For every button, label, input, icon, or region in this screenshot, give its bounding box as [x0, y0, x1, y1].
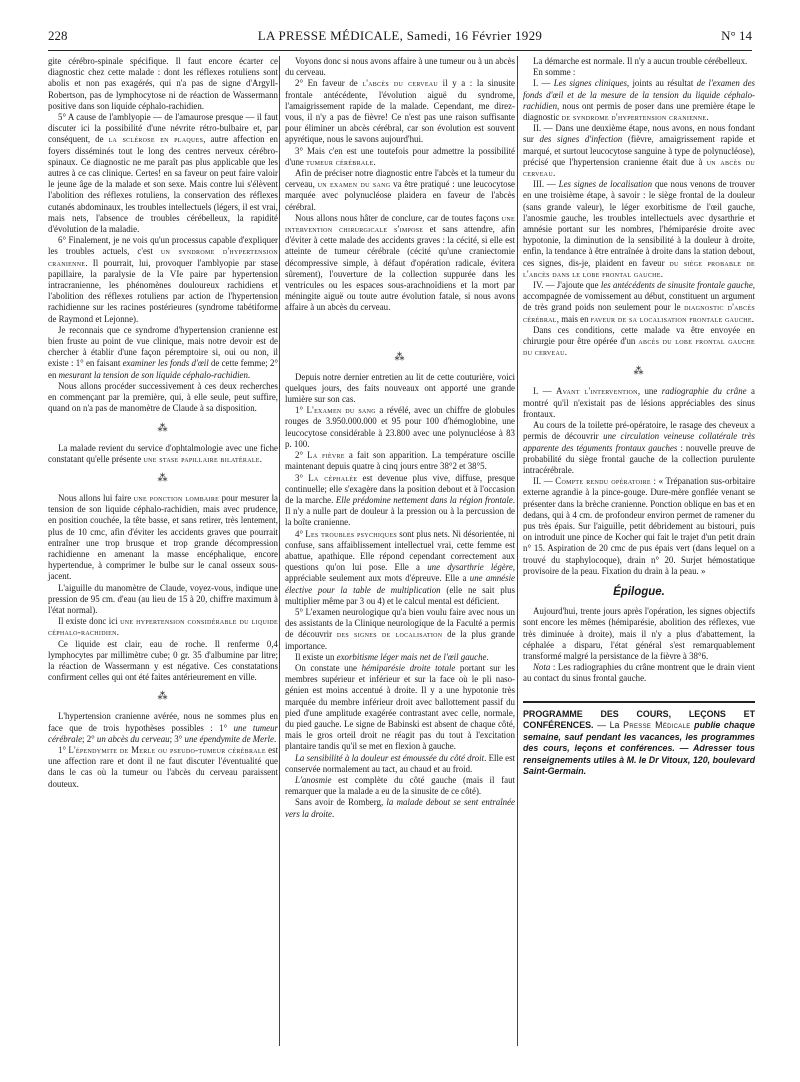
paragraph: 3° La céphalée est devenue plus vive, diffuse, presque continuelle; elle s'exagère dans la position debout et à l'occasion de la marche. Elle prédomine nettement dans la région frontale. Il n'y a nulle part de douleur à la pression ou à la percussion de la boîte cranienne. — [285, 472, 515, 528]
page-number: 228 — [48, 28, 68, 43]
paragraph: gite cérébro-spinale spécifique. Il faut encore écarter ce diagnostic chez cette malade : dont les réflexes rotuliens sont abolis et non pas exagérés, qui n'a pas de signe d'Argyll-Robertson, pas de lymphocytose ni de réaction de Wassermann positive dans son liquide céphalo-rachidien. — [48, 56, 278, 111]
paragraph: Aujourd'hui, trente jours après l'opération, les signes objectifs sont encore les mêmes (hémiparésie, abolition des réflexes, vue très diminuée à droite), mais il n'y a plus d'abattement, la céphalée a disparu, l'état général s'est remarquablement transformé malgré la persistance de la fièvre à 38°6. — [523, 606, 755, 661]
column-rule-1 — [279, 56, 280, 1046]
column-1 — [48, 56, 278, 790]
paragraph: 3° Mais c'en est une toutefois pour admettre la possibilité d'une tumeur cérébrale. — [285, 145, 515, 167]
paragraph: L'aiguille du manomètre de Claude, voyez-vous, indique une pression de 95 cm. d'eau (au lieu de 15 à 20, chiffre maximum à l'état normal). — [48, 582, 278, 615]
journal-title: LA PRESSE MÉDICALE, Samedi, 16 Février 1929 — [257, 28, 543, 43]
paragraph: Dans ces conditions, cette malade va être envoyée en chirurgie pour être opérée d'un abcès du lobe frontal gauche du cerveau. — [523, 324, 756, 358]
paragraph: 6° Finalement, je ne vois qu'un processus capable d'expliquer les troubles actuels, c'est un syndrome d'hypertension cranienne. Il pourrait, lui, provoquer l'amblyopie par stase papillaire, la paralysie de la VIe paire par hypertension intracranienne, les phénomènes douloureux rachidiens et l'abolition des réflexes rotuliens par action de l'hypertension rachidienne sur les racines postérieures (syndrome tabétiforme de Raymond et Lejonne). — [48, 235, 278, 324]
paragraph: Il existe donc ici une hypertension considérable du liquide céphalo-rachidien. — [48, 616, 278, 638]
column-2 — [285, 56, 515, 820]
paragraph: Afin de préciser notre diagnostic entre l'abcès et la tumeur du cerveau, un examen du sang va être pratiqué : une leucocytose marquée avec polynucléose plaidera en faveur de l'abcès cérébral. — [285, 168, 515, 212]
paragraph: I. — Les signes cliniques, joints au résultat de l'examen des fonds d'œil et de la mesure de la tension du liquide céphalo-rachidien, nous ont permis de poser dans une première étape le diagnostic de syndrome d'hypertension cranienne. — [523, 78, 755, 123]
paragraph: Voyons donc si nous avons affaire à une tumeur ou à un abcès du cerveau. — [285, 56, 516, 78]
paragraph: II. — Dans une deuxième étape, nous avons, en nous fondant sur des signes d'infection (fièvre, amaigrissement rapide et marqué, et surtout leucocytose sanguine à type de polynucléose), précisé que l'hypertension cranienne était due à un abcès du cerveau. — [523, 123, 755, 179]
paragraph: II. — Compte rendu opératoire : « Trépanation sus-orbitaire externe agrandie à la pince-gouge. Dure-mère gonflée venant se présenter dans la brèche cranienne. Ponction oblique en bas et en dedans, qui à 4 cm. de profondeur environ permet de ramener du pus très épais. Sur l'aiguille, petit débridement au bistouri, puis on introduit une pince de Kocher qui fait le trajet d'un petit drain n° 15. Aspiration de 20 cmc de pus épais vert (dans lequel on a trouvé du staphylocoque), drain n° 20. Surjet hémostatique provisoire de la peau. Fixation du drain à la peau. » — [523, 476, 756, 576]
paragraph: 4° Les troubles psychiques sont plus nets. Ni désorientée, ni confuse, sans affaiblissement intellectuel vrai, cette femme est abattue, apathique. Elle répond cependant correctement aux questions qu'on lui pose. Elle a une dysarthrie légère, appréciable seulement aux mots d'épreuve. Elle a une amnésie élective pour la table de multiplication (elle ne sait plus multiplier même par 3 ou 4) et le calcul mental est déficient. — [285, 528, 516, 606]
paragraph: 2° La fièvre a fait son apparition. La température oscille maintenant depuis quatre à cinq jours entre 38°2 et 38°5. — [285, 450, 515, 472]
page-header — [48, 26, 752, 51]
paragraph: III. — Les signes de localisation que nous venons de trouver en une troisième étape, à savoir : le siège frontal de la douleur (sans grande valeur), le léger exorbitisme de l'œil gauche, l'anosmie gauche, les troubles intellectuels avec dysarthrie et amnésie portant sur les nombres, l'hémiparésie droite avec hypotonie, la diminution de la sensibilité à la douleur à droite, enfin, la tendance à être entraînée à droite dans la station debout, ces signes, dis-je, plaident en faveur du siège probable de l'abcès dans le lobe frontal gauche. — [523, 179, 756, 279]
paragraph: La démarche est normale. Il n'y a aucun trouble cérébelleux. — [533, 56, 748, 66]
paragraph: Nota : Les radiographies du crâne montrent que le drain vient au contact du sinus frontal gauche. — [523, 662, 755, 684]
epilogue-heading: Épilogue. — [613, 585, 665, 598]
paragraph: 5° L'examen neurologique qu'a bien voulu faire avec nous un des assistants de la Clinique neurologique de la Faculté a permis de découvrir des signes de localisation de la plus grande importance. — [285, 606, 515, 651]
paragraph: Au cours de la toilette pré-opératoire, le rasage des cheveux a permis de découvrir une circulation veineuse collatérale très apparente des téguments frontaux gauches : nouvelle preuve de probabilité du siège frontal gauche de la collection purulente intracérébrale. — [523, 420, 755, 475]
paragraph: 1° L'examen du sang a révélé, avec un chiffre de globules rouges de 3.950.000.000 et 95 pour 100 d'hémoglobine, une leucocytose considérable à 23.800 avec une polynucléose à 83 p. 100. — [285, 405, 515, 449]
paragraph: IV. — J'ajoute que les antécédents de sinusite frontale gauche, accompagnée de vomissement au début, constituent un argument de très grand poids non seulement pour le diagnostic d'abcès cérébral, mais en faveur de sa localisation frontale gauche. — [523, 280, 755, 324]
announcement-box: PROGRAMME DES COURS, LEÇONS ET CONFÉRENCES. — La Presse Médicale publie chaque semaine, sauf pendant les vacances, les programmes des cours, leçons et conférences. — Adresser tous renseignements utiles à M. le Dr Vitoux, 120, boulevard Saint-Germain. — [523, 701, 755, 778]
section-separator: ⁂ — [157, 472, 169, 484]
paragraph: On constate une hémiparésie droite totale portant sur les membres supérieur et inférieur et sur la face où le pli naso-génien est moins accentué à droite. Il y a une hypotonie très marquée du membre inférieur droit avec ballottement passif du pied d'une amplitude exagérée contrastant avec celle, normale, du pied gauche. Le signe de Babinski est absent de chaque côté, mais le gros orteil droit ne réagit pas du tout à l'excitation plantaire tandis qu'il se met en flexion à gauche. — [285, 662, 515, 752]
paragraph: 1° L'épendymite de Merle ou pseudo-tumeur cérébrale est une affection rare et dont il ne faut discuter l'éventualité que dans le cas où la tumeur ou l'abcès du cerveau paraissent douteux. — [48, 744, 279, 789]
section-separator: ⁂ — [394, 351, 406, 363]
paragraph: Nous allons procéder successivement à ces deux recherches en commençant par la première, qui, à elle seule, peut suffire, quand on n'a pas de manomètre de Claude à sa disposition. — [48, 380, 278, 414]
section-separator: ⁂ — [157, 691, 169, 703]
paragraph: I. — Avant l'intervention, une radiographie du crâne a montré qu'il n'existait pas de lésions appréciables des sinus frontaux. — [523, 386, 755, 419]
paragraph: Il existe un exorbitisme léger mais net de l'œil gauche. — [295, 651, 489, 662]
paragraph: 5° A cause de l'amblyopie — de l'amaurose presque — il faut discuter ici la possibilité d'une névrite rétro-bulbaire et, par conséquent, de la sclérose en plaques, autre affection en foyers disséminés tout le long des centres nerveux cérébro-spinaux. Ce diagnostic ne me paraît pas plus applicable que les autres à ce cas clinique. Certes! en sa faveur on peut faire valoir le jeune âge de la malade et son sexe. Mais contre lui s'élèvent l'abolition des réflexes rotuliens, la conservation des réflexes cutanés abdominaux, les troubles intellectuels (légers, il est vrai, mais nets, l'absence de troubles cérébelleux, la rapidité d'évolution de la maladie. — [48, 112, 278, 235]
paragraph: Nous allons nous hâter de conclure, car de toutes façons une intervention chirurgicale s'impose et sans attendre, afin d'éviter à cette malade des accidents graves : la cécité, si elle est atteinte de tumeur cérébrale (cécité qu'une craniectomie décompressive simple, à défaut d'opération radicale, évitera sûrement), l'ouverture de la collection suppurée dans les ventricules ou les espaces sous-arachnoïdiens et la mort par méningite aiguë ou toute autre évolution fatale, si nous avons affaire à un abcès du cerveau. — [285, 212, 515, 313]
paragraph: L'anosmie est complète du côté gauche (mais il faut remarquer que la malade a eu de la sinusite de ce côté). — [285, 774, 515, 797]
paragraph: Sans avoir de Romberg, la malade debout se sent entraînée vers la droite. — [285, 797, 516, 819]
issue-number: N° 14 — [721, 28, 752, 43]
paragraph: Depuis notre dernier entretien au lit de cette couturière, voici quelques jours, des faits nouveaux ont apporté une grande lumière sur son cas. — [285, 371, 515, 405]
paragraph: La malade revient du service d'ophtalmologie avec une fiche constatant qu'elle présente une stase papillaire bilatérale. — [48, 442, 278, 464]
paragraph: 2° En faveur de l'abcès du cerveau il y a : la sinusite frontale antécédente, l'évolution aiguë du syndrome, l'amaigrissement rapide de la malade. Cependant, me direz-vous, il n'y a pas de fièvre! Ce n'est pas une raison suffisante pour éliminer un abcès cérébral, car son évolution est souvent apyrétique, nous le savons aujourd'hui. — [285, 78, 515, 145]
column-3 — [523, 56, 755, 778]
column-rule-2 — [517, 56, 518, 1046]
section-separator: ⁂ — [157, 422, 169, 434]
section-separator: ⁂ — [633, 366, 645, 378]
announcement-title: PROGRAMME DES COURS, LEÇONS ET CONFÉRENCES. — [523, 708, 755, 731]
paragraph: La sensibilité à la douleur est émoussée du côté droit. Elle est conservée normalement au tact, au chaud et au froid. — [285, 752, 515, 774]
paragraph: Nous allons lui faire une ponction lombaire pour mesurer la tension de son liquide céphalo-rachidien, mais avec prudence, en position couchée, la tête basse, et sans retirer, très lentement, plus de 10 cmc, afin d'éviter les accidents graves que pourrait entraîner une trop brusque et trop grande décompression rachidienne en amenant la masse encéphalique, encore hypertendue, à comprimer le bulbe sur le canal osseux sous-jacent. — [48, 492, 279, 582]
paragraph: Ce liquide est clair, eau de roche. Il renferme 0,4 lymphocytes par millimètre cube; 0 gr. 35 d'albumine par litre; la réaction de Wassermann y est négative. Ces constatations confirment celles qui ont été faites antérieurement en ville. — [48, 638, 278, 683]
paragraph: L'hypertension cranienne avérée, nous ne sommes plus en face que de trois hypothèses possibles : 1° une tumeur cérébrale; 2° un abcès du cerveau; 3° une épendymite de Merle. — [48, 711, 278, 744]
paragraph: Je reconnais que ce syndrome d'hypertension cranienne est bien fruste au point de vue clinique, mais notre devoir est de chercher à établir d'une façon péremptoire si, oui ou non, il existe : 1° en faisant examiner les fonds d'œil de cette femme; 2° en mesurant la tension de son liquide céphalo-rachidien. — [48, 324, 278, 380]
paragraph: En somme : — [533, 67, 576, 78]
